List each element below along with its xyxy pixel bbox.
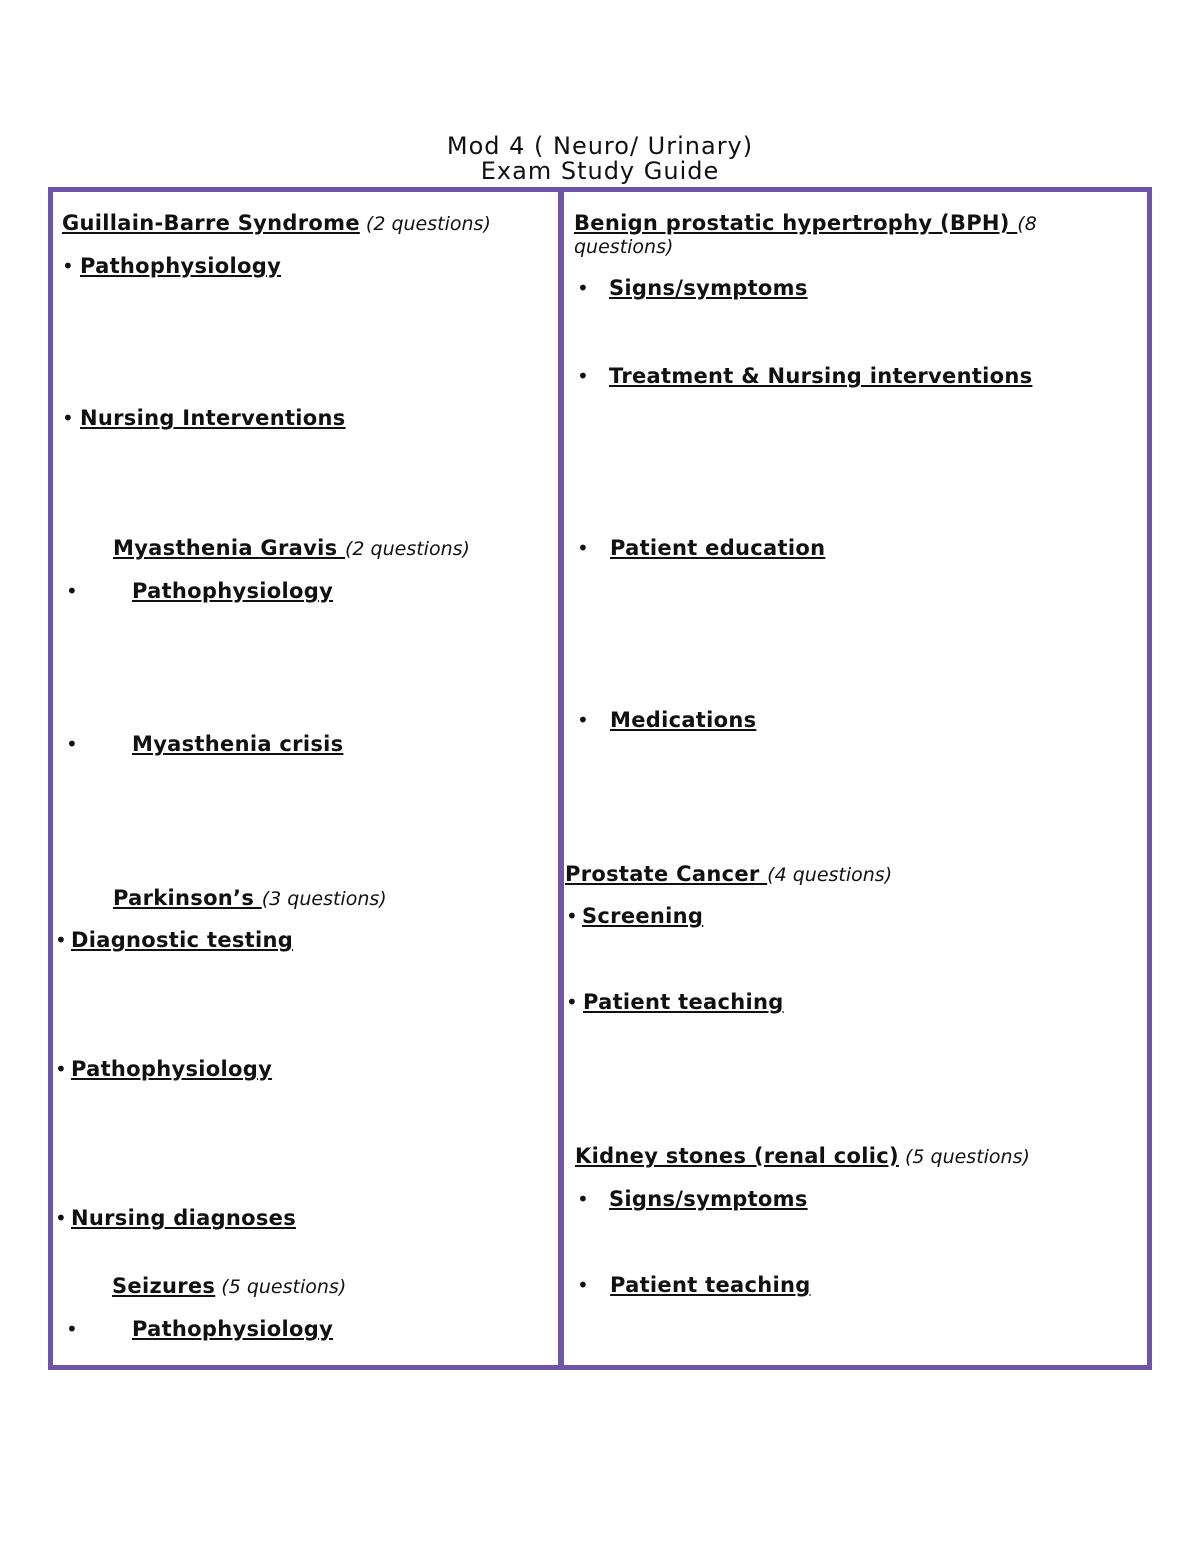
- bph-question-count-continued: questions): [574, 236, 674, 258]
- parkinsons-item-pathophysiology: Pathophysiology: [71, 1057, 273, 1081]
- kidney-question-count: (5 questions): [898, 1146, 1030, 1168]
- bullet-icon: •: [66, 579, 78, 603]
- bullet-icon: •: [55, 1057, 67, 1081]
- parkinsons-question-count: (3 questions): [261, 888, 387, 910]
- bullet-icon: •: [577, 1187, 589, 1211]
- bph-heading: [574, 211, 1037, 236]
- bullet-icon: •: [62, 254, 74, 278]
- mg-question-count: (2 questions): [344, 538, 470, 560]
- gbs-item-nursing-interventions: Nursing Interventions: [80, 406, 346, 430]
- bullet-icon: •: [577, 364, 589, 388]
- prostate-item-patient-teaching: Patient teaching: [583, 990, 784, 1014]
- seizures-question-count: (5 questions): [215, 1276, 347, 1298]
- seizures-heading: [112, 1274, 346, 1299]
- bullet-icon: •: [62, 406, 74, 430]
- bullet-icon: •: [66, 1317, 78, 1341]
- column-divider: [558, 187, 564, 1370]
- bph-question-count: (8: [1017, 213, 1037, 235]
- gbs-title: Guillain-Barre Syndrome: [62, 211, 360, 235]
- bph-title: Benign prostatic hypertrophy (BPH): [574, 211, 1018, 235]
- title-line-2: Exam Study Guide: [480, 157, 720, 185]
- gbs-item-pathophysiology: Pathophysiology: [80, 254, 282, 278]
- bullet-icon: •: [566, 990, 578, 1014]
- seizures-item-pathophysiology: Pathophysiology: [132, 1317, 334, 1341]
- parkinsons-title: Parkinson’s: [113, 886, 262, 910]
- mg-title: Myasthenia Gravis: [113, 536, 345, 560]
- parkinsons-item-diagnostic-testing: Diagnostic testing: [71, 928, 294, 952]
- prostate-question-count: (4 questions): [767, 864, 893, 886]
- bullet-icon: •: [577, 1273, 589, 1297]
- bullet-icon: •: [66, 732, 78, 756]
- mg-item-pathophysiology: Pathophysiology: [132, 579, 334, 603]
- kidney-title: Kidney stones (renal colic): [575, 1144, 899, 1168]
- bullet-icon: •: [577, 276, 589, 300]
- mg-heading: [113, 536, 470, 561]
- bph-item-treatment: Treatment & Nursing interventions: [609, 364, 1033, 388]
- parkinsons-heading: [113, 886, 387, 911]
- bph-item-patient-education: Patient education: [610, 536, 826, 560]
- prostate-title: Prostate Cancer: [565, 862, 768, 886]
- parkinsons-item-nursing-diagnoses: Nursing diagnoses: [71, 1206, 297, 1230]
- bullet-icon: •: [55, 1206, 67, 1230]
- document-title: [0, 134, 1200, 184]
- kidney-heading: [575, 1144, 1030, 1169]
- kidney-item-patient-teaching: Patient teaching: [610, 1273, 811, 1297]
- bph-item-medications: Medications: [610, 708, 757, 732]
- kidney-item-signs-symptoms: Signs/symptoms: [609, 1187, 808, 1211]
- gbs-question-count: (2 questions): [359, 213, 491, 235]
- bullet-icon: •: [55, 928, 67, 952]
- bph-item-signs-symptoms: Signs/symptoms: [609, 276, 808, 300]
- mg-item-myasthenia-crisis: Myasthenia crisis: [132, 732, 344, 756]
- bullet-icon: •: [577, 708, 589, 732]
- prostate-heading: [565, 862, 892, 887]
- bullet-icon: •: [577, 536, 589, 560]
- title-line-1: Mod 4 ( Neuro/ Urinary): [446, 132, 754, 160]
- bullet-icon: •: [566, 904, 578, 928]
- seizures-title: Seizures: [112, 1274, 216, 1298]
- gbs-heading: [62, 211, 491, 236]
- prostate-item-screening: Screening: [582, 904, 704, 928]
